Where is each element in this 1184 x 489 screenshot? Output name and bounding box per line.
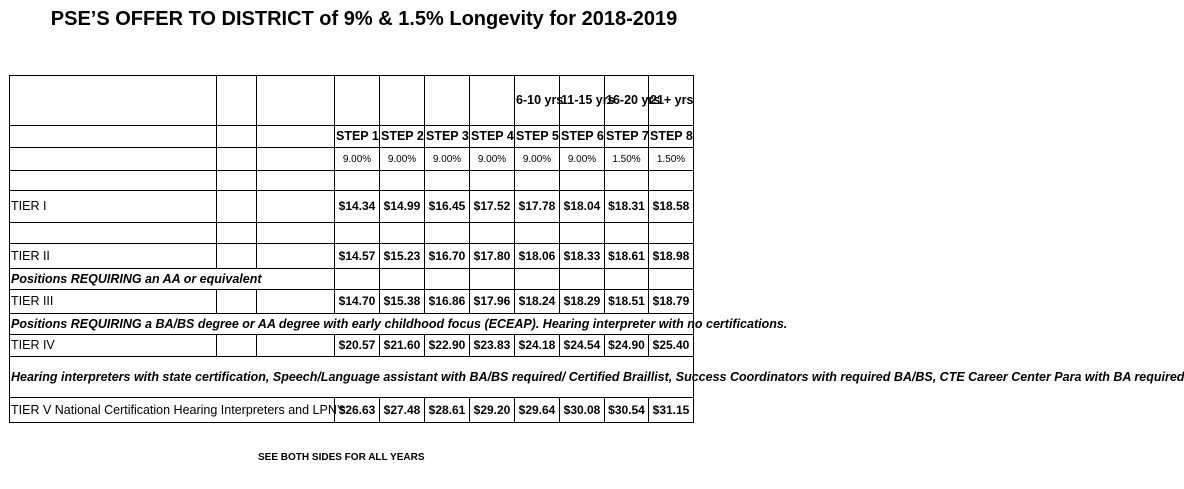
- step-header: STEP 5: [515, 126, 560, 148]
- rate-cell: $29.64: [515, 398, 560, 423]
- tier-label: TIER IV: [10, 335, 217, 357]
- page-title: PSE’S OFFER TO DISTRICT of 9% & 1.5% Longevity for 2018-2019: [50, 8, 678, 30]
- rate-cell: $17.52: [470, 191, 515, 223]
- rate-cell: $14.99: [380, 191, 425, 223]
- percent-cell: 1.50%: [649, 148, 694, 171]
- rate-cell: $18.06: [515, 244, 560, 269]
- note-hearing-row: [10, 357, 694, 398]
- rate-cell: $18.04: [560, 191, 605, 223]
- tier-label: TIER V National Certification Hearing Interpreters and LPN’s.: [10, 398, 335, 423]
- rate-cell: $15.23: [380, 244, 425, 269]
- rate-cell: $18.61: [605, 244, 649, 269]
- rate-cell: $24.18: [515, 335, 560, 357]
- tier-label: TIER III: [10, 290, 217, 314]
- rate-cell: $18.24: [515, 290, 560, 314]
- years-21-plus: 21+ yrs: [649, 76, 694, 126]
- percent-cell: 9.00%: [560, 148, 605, 171]
- rate-cell: $18.58: [649, 191, 694, 223]
- rate-cell: $17.96: [470, 290, 515, 314]
- step-header: STEP 7: [605, 126, 649, 148]
- years-row: [10, 76, 694, 126]
- rate-cell: $17.78: [515, 191, 560, 223]
- rate-cell: $16.70: [425, 244, 470, 269]
- rate-cell: $18.98: [649, 244, 694, 269]
- rate-cell: $30.54: [605, 398, 649, 423]
- rate-cell: $14.70: [335, 290, 380, 314]
- rate-cell: $26.63: [335, 398, 380, 423]
- percent-cell: 9.00%: [470, 148, 515, 171]
- rate-cell: $18.33: [560, 244, 605, 269]
- step-header: STEP 8: [649, 126, 694, 148]
- years-16-20: 16-20 yrs: [605, 76, 649, 126]
- rate-cell: $21.60: [380, 335, 425, 357]
- percent-cell: 9.00%: [515, 148, 560, 171]
- rate-cell: $24.54: [560, 335, 605, 357]
- note-ba: Positions REQUIRING a BA/BS degree or AA degree with early childhood focus (ECEAP). Hearing interpreter with no certifications.: [10, 314, 694, 335]
- percent-cell: 9.00%: [425, 148, 470, 171]
- note-aa-row: [10, 269, 694, 290]
- rate-cell: $18.31: [605, 191, 649, 223]
- tier-4-row: [10, 335, 694, 357]
- tier-1-row: [10, 191, 694, 223]
- percent-row: [10, 148, 694, 171]
- rate-cell: $28.61: [425, 398, 470, 423]
- rate-cell: $14.34: [335, 191, 380, 223]
- step-header: STEP 1: [335, 126, 380, 148]
- percent-cell: 9.00%: [335, 148, 380, 171]
- note-aa: Positions REQUIRING an AA or equivalent: [10, 269, 335, 290]
- rate-cell: $24.90: [605, 335, 649, 357]
- rate-cell: $30.08: [560, 398, 605, 423]
- rate-cell: $31.15: [649, 398, 694, 423]
- rate-cell: $17.80: [470, 244, 515, 269]
- step-header: STEP 2: [380, 126, 425, 148]
- step-header: STEP 3: [425, 126, 470, 148]
- step-header: STEP 6: [560, 126, 605, 148]
- footer-note: SEE BOTH SIDES FOR ALL YEARS: [258, 452, 425, 463]
- rate-cell: $20.57: [335, 335, 380, 357]
- steps-row: [10, 126, 694, 148]
- tier-label: TIER II: [10, 244, 217, 269]
- rate-cell: $27.48: [380, 398, 425, 423]
- spacer-row: [10, 171, 694, 191]
- spacer-row: [10, 223, 694, 244]
- tier-5-row: [10, 398, 694, 423]
- tier-3-row: [10, 290, 694, 314]
- rate-cell: $14.57: [335, 244, 380, 269]
- step-header: STEP 4: [470, 126, 515, 148]
- note-ba-row: [10, 314, 694, 335]
- years-6-10: 6-10 yrs: [515, 76, 560, 126]
- percent-cell: 1.50%: [605, 148, 649, 171]
- percent-cell: 9.00%: [380, 148, 425, 171]
- rate-cell: $16.45: [425, 191, 470, 223]
- rate-cell: $18.79: [649, 290, 694, 314]
- rate-cell: $23.83: [470, 335, 515, 357]
- tier-2-row: [10, 244, 694, 269]
- rate-cell: $25.40: [649, 335, 694, 357]
- rate-cell: $22.90: [425, 335, 470, 357]
- rate-cell: $18.51: [605, 290, 649, 314]
- rate-cell: $16.86: [425, 290, 470, 314]
- rate-cell: $15.38: [380, 290, 425, 314]
- note-hearing: Hearing interpreters with state certification, Speech/Language assistant with BA/BS required/ Certified Braillist, Success Coordinators with required BA/BS, CTE Career Center Para with BA required: [10, 357, 694, 398]
- pay-scale-table: [9, 75, 1184, 423]
- rate-cell: $29.20: [470, 398, 515, 423]
- tier-label: TIER I: [10, 191, 217, 223]
- years-11-15: 11-15 yrs: [560, 76, 605, 126]
- rate-cell: $18.29: [560, 290, 605, 314]
